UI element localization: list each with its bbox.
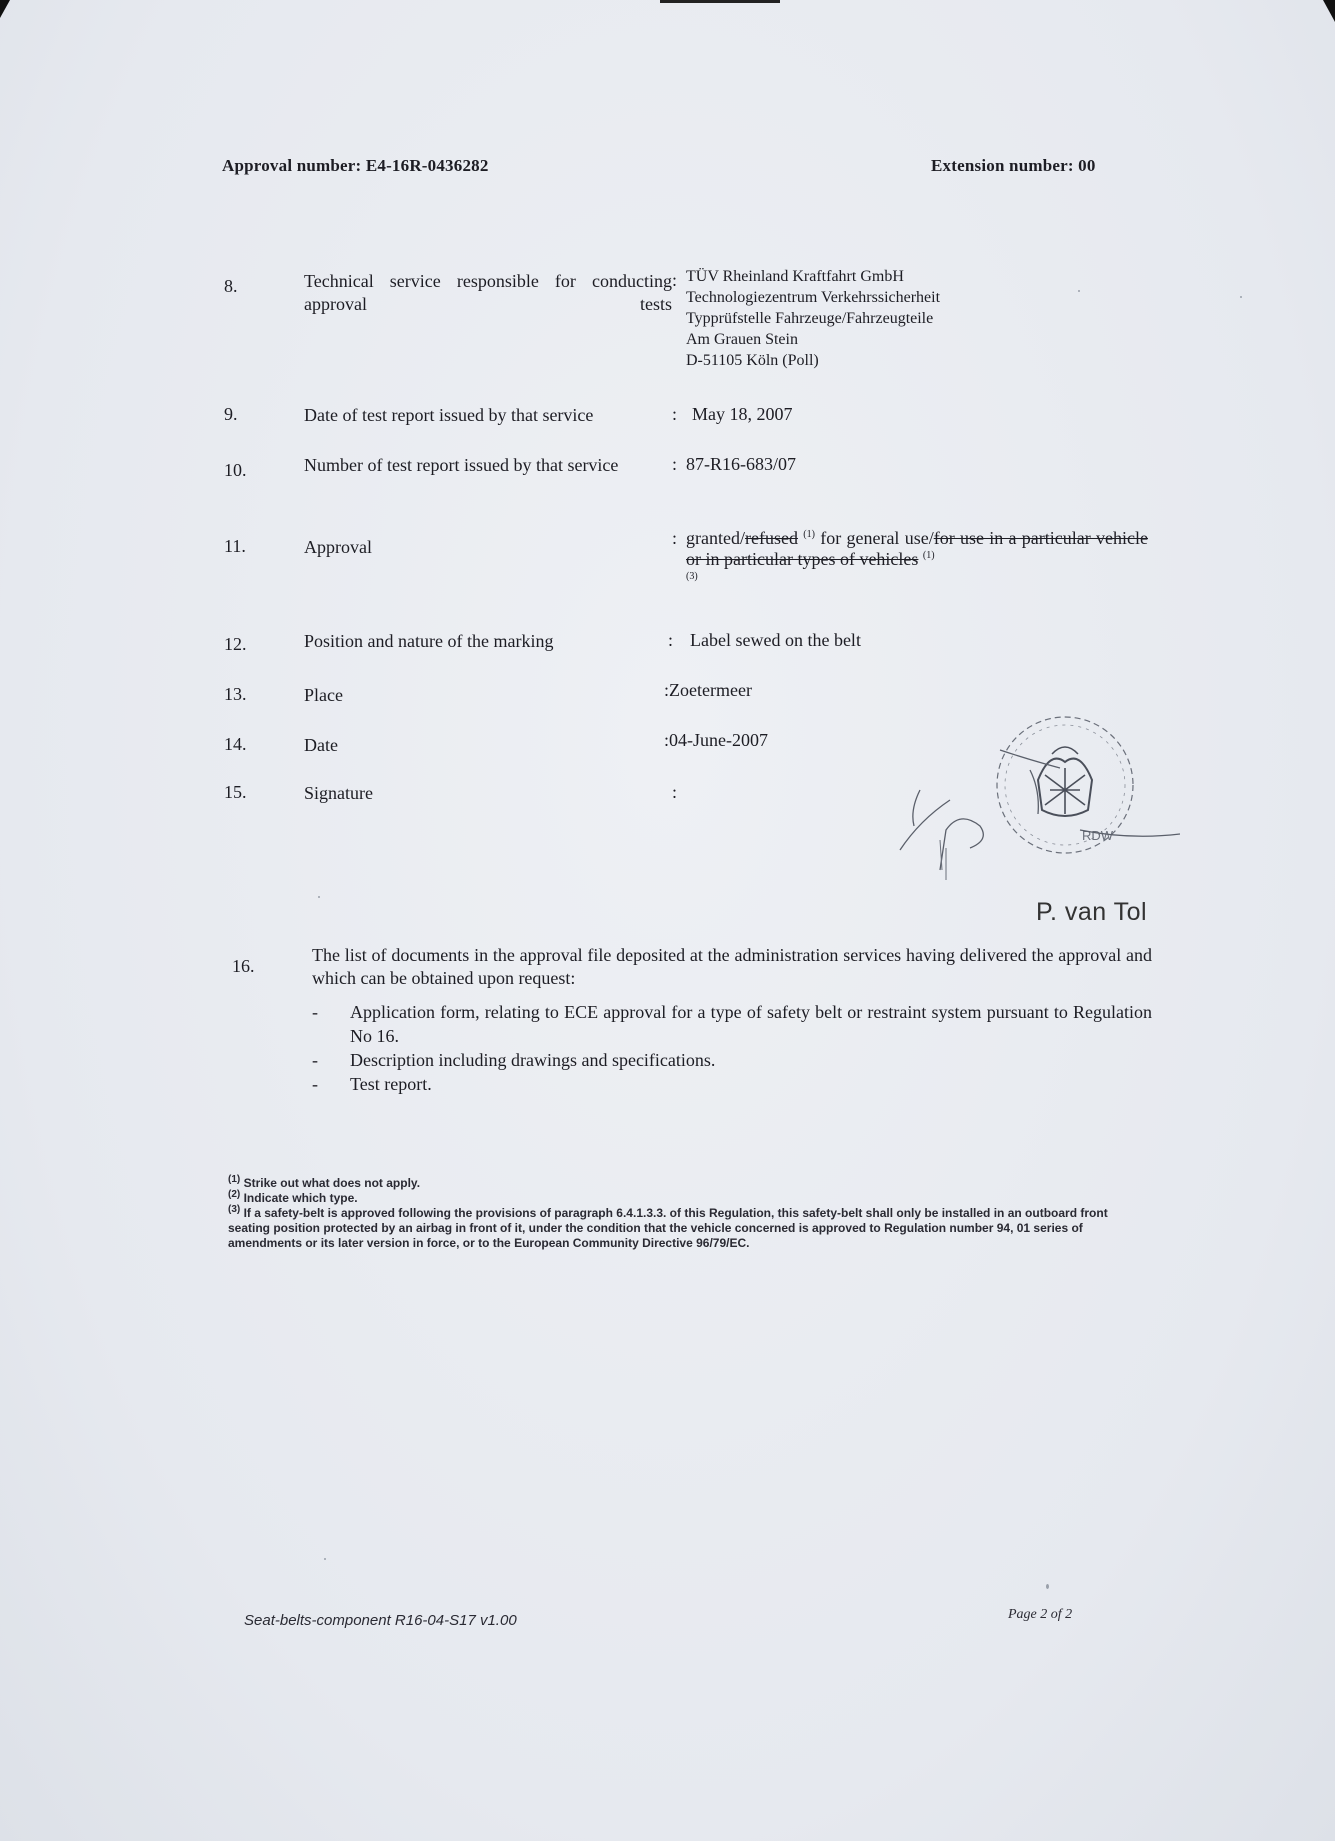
item-number: 8. [224,276,238,296]
documents-list [312,1000,1152,1096]
item-number: 14. [224,734,247,754]
item-label: Date of test report issued by that service [304,405,594,425]
address-line: Typprüfstelle Fahrzeuge/Fahrzeugteile [686,310,934,327]
item-label: Number of test report issued by that service [304,455,619,475]
page-number: Page 2 of 2 [1008,1607,1073,1622]
signature-value: : [672,782,678,802]
footnote-ref: (1) [922,550,935,561]
footnotes [228,1176,1138,1251]
colon: : [672,270,678,290]
item-label: Signature [304,783,373,803]
scan-speck [318,896,320,898]
item-label: Place [304,685,343,705]
item-number: 16. [232,956,255,976]
scan-speck [1078,290,1080,292]
item-label: Position and nature of the marking [304,631,554,651]
document-reference: Seat-belts-component R16-04-S17 v1.00 [244,1612,517,1629]
approval-status [686,528,1148,591]
date-value: :04-June-2007 [664,730,768,750]
marking-value: Label sewed on the belt [690,630,861,650]
item-label: Approval [304,537,372,557]
struck-text: refused [744,528,798,548]
technical-service-address [686,266,940,371]
struck-text: for use in a particular vehicle or in particular types of vehicles [686,528,1148,569]
colon: : [672,404,678,424]
test-report-date: May 18, 2007 [692,404,793,424]
item-label: Date [304,735,338,755]
colon: : [668,630,674,650]
address-line: D-51105 Köln (Poll) [686,352,819,369]
signature-area [880,690,1190,890]
item-number: 12. [224,634,247,654]
footnote: $^{(3)}$ If a safety-belt is approved following the provisions of paragraph 6.4.1.3.3. of this Regulation, this safety-belt shall only be installed in an outboard front seating position protected by an airbag in front of it, under the condition that the vehicle concerned is approved to Regulation number 94, 01 series of amendments or its later version in force, or to the European Community Directive 96/79/EC. [228,1204,1108,1250]
documents-list-intro: The list of documents in the approval file deposited at the administration services having delivered the approval and which can be obtained upon request: [312,945,1152,988]
handwritten-signature-icon [880,730,1180,890]
scan-speck [1046,1584,1049,1589]
item-label: Technical service responsible for conducting approval tests [304,271,672,314]
scan-speck [1240,296,1242,298]
scan-speck [324,1558,326,1560]
scan-corner-mark [0,0,10,18]
item-number: 10. [224,460,247,480]
place-value: :Zoetermeer [664,680,752,700]
signatory-name: P. van Tol [1036,898,1148,926]
item-number: 11. [224,536,246,556]
address-line: Am Grauen Stein [686,331,798,348]
list-item: - Application form, relating to ECE approval for a type of safety belt or restraint system pursuant to Regulation No 16. [312,1002,1152,1046]
item-number: 9. [224,404,238,424]
test-report-number: 87-R16-683/07 [686,454,796,474]
footnote-ref: (1) [803,529,815,540]
approval-number: Approval number: E4-16R-0436282 [222,156,489,175]
address-line: TÜV Rheinland Kraftfahrt GmbH [686,268,904,285]
footnote: $^{(2)}$ Indicate which type. [228,1189,358,1205]
footnote: $^{(1)}$ Strike out what does not apply. [228,1174,421,1190]
general-use-text: for general use/ [814,528,934,548]
item-number: 15. [224,782,247,802]
granted-text: granted/ [686,528,745,548]
extension-number: Extension number: 00 [931,156,1096,175]
list-item: - Test report. [312,1074,432,1094]
list-item: - Description including drawings and specifications. [312,1050,716,1070]
address-line: Technologiezentrum Verkehrssicherheit [686,289,941,306]
stamp-text: RDW [1082,828,1114,843]
item-number: 13. [224,684,247,704]
scan-corner-mark [1323,0,1335,22]
colon: : [672,454,678,474]
footnote-ref: (3) [686,571,698,582]
scan-edge-mark [660,0,780,3]
colon: : [672,528,678,548]
